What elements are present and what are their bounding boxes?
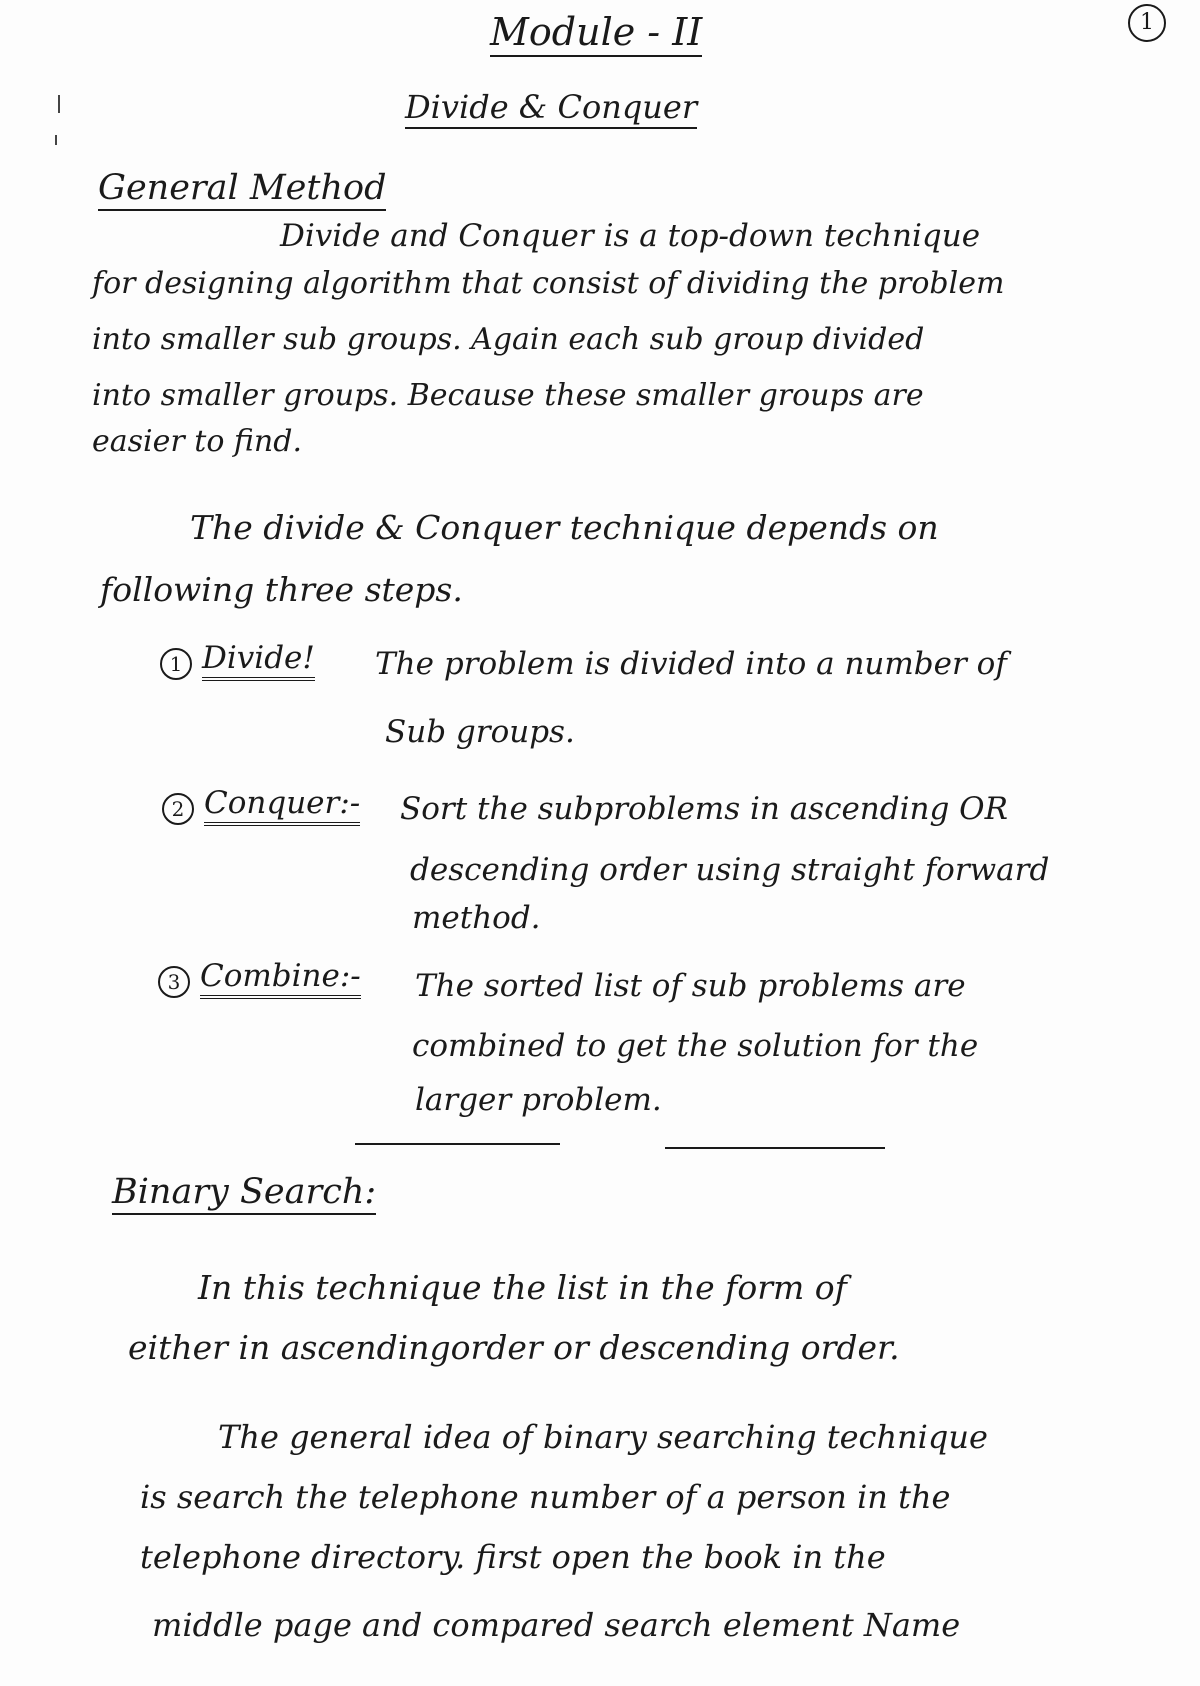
paragraph-line: into smaller groups. Because these smaller groups are bbox=[92, 378, 924, 413]
step-combine bbox=[158, 958, 361, 998]
module-title: Module - II bbox=[490, 10, 702, 57]
step-line: The problem is divided into a number of bbox=[375, 646, 1007, 682]
margin-speck bbox=[55, 135, 57, 145]
page-number: 1 bbox=[1140, 10, 1154, 35]
step-term: Divide! bbox=[202, 640, 315, 681]
topic-title: Divide & Conquer bbox=[405, 88, 697, 129]
margin-speck bbox=[58, 95, 60, 113]
step-number: 1 bbox=[160, 648, 192, 680]
step-line: Sort the subproblems in ascending OR bbox=[400, 791, 1008, 827]
step-line: larger problem. bbox=[415, 1082, 662, 1118]
paragraph-line: Divide and Conquer is a top-down technique bbox=[280, 218, 981, 254]
paragraph-line: either in ascendingorder or descending order. bbox=[128, 1328, 900, 1367]
step-divide bbox=[160, 640, 315, 680]
step-term: Conquer:- bbox=[204, 785, 360, 826]
step-line: The sorted list of sub problems are bbox=[415, 968, 966, 1004]
step-number: 2 bbox=[162, 793, 194, 825]
paragraph-line: is search the telephone number of a person in the bbox=[140, 1478, 951, 1516]
step-line: descending order using straight forward bbox=[410, 852, 1050, 888]
step-conquer bbox=[162, 785, 360, 825]
paragraph-line: for designing algorithm that consist of dividing the problem bbox=[92, 266, 1005, 301]
step-line: combined to get the solution for the bbox=[412, 1028, 979, 1064]
step-line: Sub groups. bbox=[385, 714, 575, 750]
step-line: method. bbox=[412, 900, 541, 936]
section-title-general-method: General Method bbox=[98, 168, 386, 211]
paragraph-line: middle page and compared search element Name bbox=[152, 1606, 961, 1644]
section-divider bbox=[665, 1147, 885, 1149]
intro-line: The divide & Conquer technique depends on bbox=[190, 508, 939, 547]
page-number-badge bbox=[1128, 4, 1166, 42]
paragraph-line: telephone directory. first open the book in the bbox=[140, 1538, 886, 1576]
paragraph-line: In this technique the list in the form of bbox=[198, 1268, 847, 1307]
step-number: 3 bbox=[158, 966, 190, 998]
section-title-binary-search: Binary Search: bbox=[112, 1172, 376, 1215]
section-divider bbox=[355, 1143, 560, 1145]
step-term: Combine:- bbox=[200, 958, 361, 999]
intro-line: following three steps. bbox=[100, 570, 463, 609]
paragraph-line: The general idea of binary searching technique bbox=[218, 1418, 988, 1456]
paragraph-line: easier to find. bbox=[92, 424, 302, 459]
paragraph-line: into smaller sub groups. Again each sub group divided bbox=[92, 322, 925, 357]
